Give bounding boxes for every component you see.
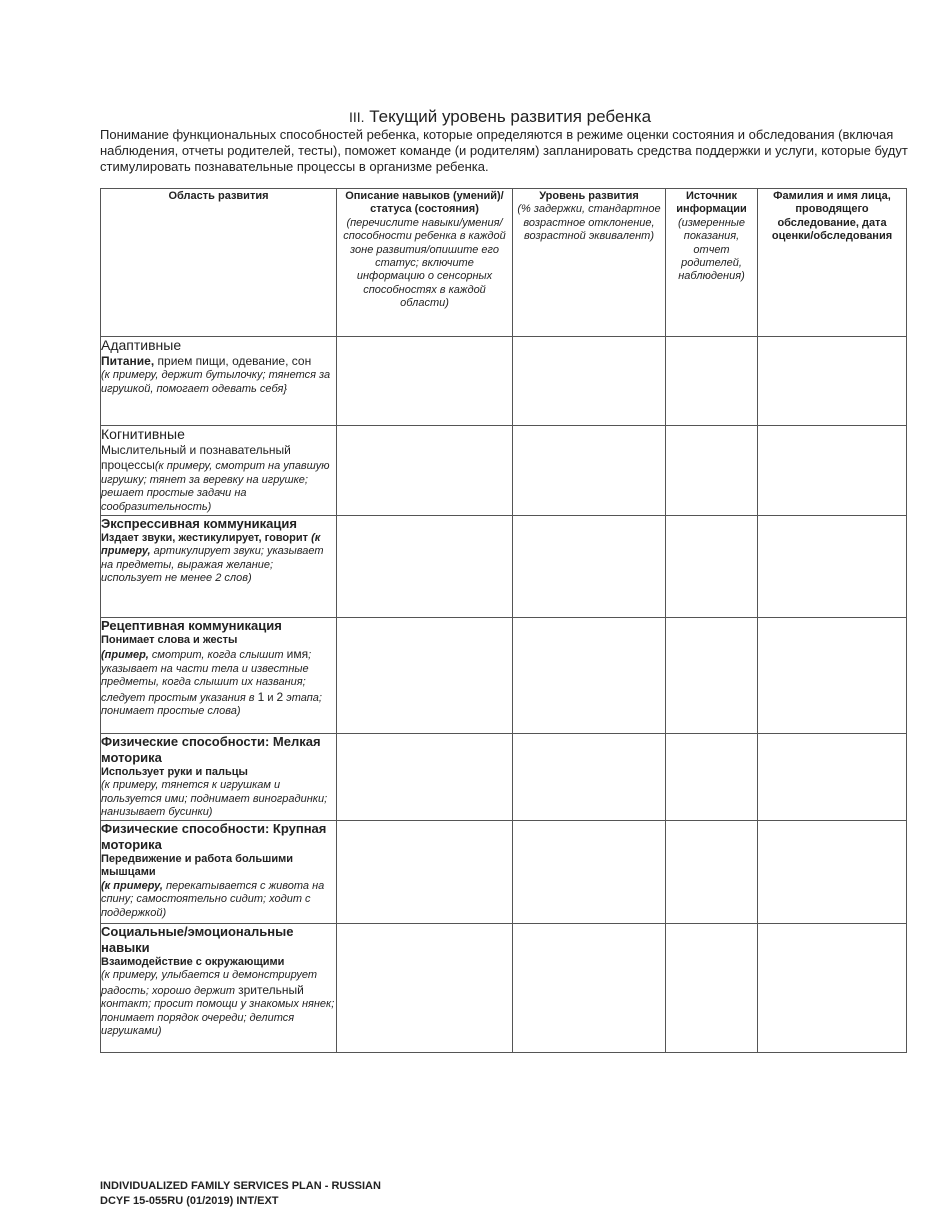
input-level-expressive[interactable] xyxy=(513,516,666,618)
input-person-adaptive[interactable] xyxy=(758,337,907,426)
input-skills-fine-motor[interactable] xyxy=(337,734,513,821)
intro-paragraph: Понимание функциональных способностей ребенка, которые определяются в режиме оценки состояния и обследования (включая наблюдения, отчеты родителей, тесты), поможет команде (и родителям) запланировать средства поддержки и услуги, которые будут стимулировать познавательные процессы в организме ребенка. xyxy=(100,127,908,174)
input-level-adaptive[interactable] xyxy=(513,337,666,426)
header-level: Уровень развития (% задержки, стандартное возрастное отклонение, возрастной эквивалент) xyxy=(513,189,666,337)
input-level-cognitive[interactable] xyxy=(513,426,666,516)
input-source-gross-motor[interactable] xyxy=(666,821,758,924)
input-person-gross-motor[interactable] xyxy=(758,821,907,924)
input-person-cognitive[interactable] xyxy=(758,426,907,516)
area-fine-motor: Физические способности: Мелкая моторика Использует руки и пальцы (к примеру, тянется к игрушкам и пользуется ими; поднимает виноградинки; нанизывает бусинки) xyxy=(101,734,337,821)
section-title-text: Текущий уровень развития ребенка xyxy=(369,107,652,126)
area-receptive: Рецептивная коммуникация Понимает слова и жесты (пример, смотрит, когда слышит имя; указывает на части тела и известные предметы, когда слышит их названия; следует простым указания в 1 и 2 этапа; понимает простые слова) xyxy=(101,618,337,734)
table-row-social xyxy=(101,924,907,1053)
input-source-adaptive[interactable] xyxy=(666,337,758,426)
area-gross-motor: Физические способности: Крупная моторика Передвижение и работа большими мышцами (к примеру, перекатывается с живота на спину; самостоятельно сидит; ходит с поддержкой) xyxy=(101,821,337,924)
header-skills: Описание навыков (умений)/статуса (состояния) (перечислите навыки/умения/способности ребенка в каждой зоне развития/опишите его статус; включите информацию о сенсорных способностях в каждой области) xyxy=(337,189,513,337)
input-level-fine-motor[interactable] xyxy=(513,734,666,821)
area-adaptive: Адаптивные Питание, прием пищи, одевание, сон (к примеру, держит бутылочку; тянется за игрушкой, помогает одевать себя} xyxy=(101,337,337,426)
input-level-social[interactable] xyxy=(513,924,666,1053)
input-skills-receptive[interactable] xyxy=(337,618,513,734)
input-level-receptive[interactable] xyxy=(513,618,666,734)
area-cognitive: Когнитивные Мыслительный и познавательный процессы(к примеру, смотрит на упавшую игрушку; тянет за веревку на игрушке; решает простые задачи на сообразительность) xyxy=(101,426,337,516)
input-level-gross-motor[interactable] xyxy=(513,821,666,924)
table-row-adaptive xyxy=(101,337,907,426)
input-source-fine-motor[interactable] xyxy=(666,734,758,821)
header-area: Область развития xyxy=(101,189,337,337)
area-expressive: Экспрессивная коммуникация Издает звуки, жестикулирует, говорит (к примеру, артикулирует звуки; указывает на предметы, выражая желание; использует не менее 2 слов) xyxy=(101,516,337,618)
table-row-fine-motor xyxy=(101,734,907,821)
header-row xyxy=(101,189,907,337)
table-row-cognitive xyxy=(101,426,907,516)
input-skills-cognitive[interactable] xyxy=(337,426,513,516)
input-source-receptive[interactable] xyxy=(666,618,758,734)
table-row-gross-motor xyxy=(101,821,907,924)
section-title xyxy=(100,107,900,127)
header-source: Источник информации (измеренные показания, отчет родителей, наблюдения) xyxy=(666,189,758,337)
input-person-expressive[interactable] xyxy=(758,516,907,618)
input-source-expressive[interactable] xyxy=(666,516,758,618)
development-table xyxy=(100,188,907,1053)
section-number: III. xyxy=(348,109,365,125)
input-source-social[interactable] xyxy=(666,924,758,1053)
table-row-receptive xyxy=(101,618,907,734)
footer-form-number: DCYF 15-055RU (01/2019) INT/EXT xyxy=(100,1195,279,1207)
input-skills-expressive[interactable] xyxy=(337,516,513,618)
header-person: Фамилия и имя лица, проводящего обследование, дата оценки/обследования xyxy=(758,189,907,337)
input-source-cognitive[interactable] xyxy=(666,426,758,516)
footer-form-name: INDIVIDUALIZED FAMILY SERVICES PLAN - RUSSIAN xyxy=(100,1180,381,1192)
input-person-fine-motor[interactable] xyxy=(758,734,907,821)
table-row-expressive xyxy=(101,516,907,618)
input-skills-adaptive[interactable] xyxy=(337,337,513,426)
input-skills-gross-motor[interactable] xyxy=(337,821,513,924)
form-footer xyxy=(100,1179,381,1209)
input-skills-social[interactable] xyxy=(337,924,513,1053)
input-person-social[interactable] xyxy=(758,924,907,1053)
area-social: Социальные/эмоциональные навыки Взаимодействие с окружающими (к примеру, улыбается и демонстрирует радость; хорошо держит зрительный контакт; просит помощи у знакомых нянек; понимает порядок очереди; делится игрушками) xyxy=(101,924,337,1053)
input-person-receptive[interactable] xyxy=(758,618,907,734)
